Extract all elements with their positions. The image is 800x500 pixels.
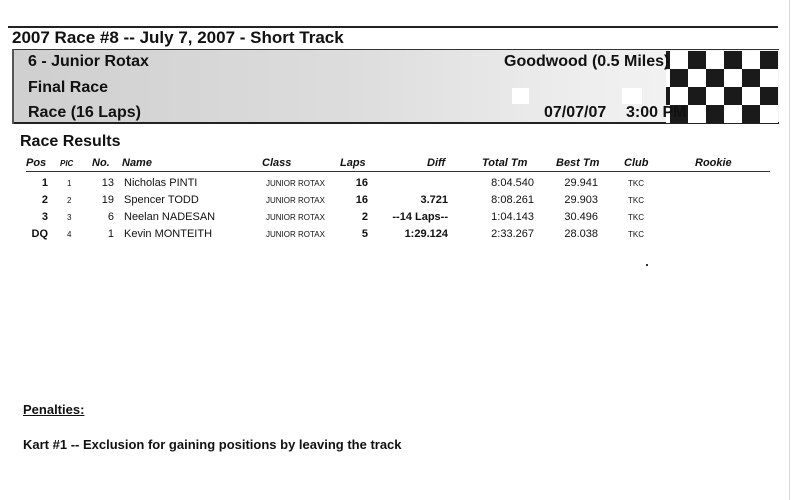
cell-total: 1:04.143: [491, 211, 534, 223]
checker-square: [670, 51, 688, 69]
cell-no: 1: [107, 228, 114, 240]
band-left-edge: [12, 49, 14, 124]
session-line: Final Race: [28, 79, 109, 96]
event-title: 2007 Race #8 -- July 7, 2007 - Short Track: [12, 28, 344, 47]
checker-square: [742, 105, 760, 123]
checker-square: [724, 87, 742, 105]
cell-club: TKC: [628, 230, 644, 239]
checker-square: [742, 87, 760, 105]
cell-no: 6: [107, 211, 114, 223]
cell-pic: 4: [67, 230, 72, 239]
cell-name: Kevin MONTEITH: [124, 228, 213, 240]
section-title: Race Results: [20, 133, 121, 150]
checker-accent-square-2: [622, 88, 642, 104]
cell-pic: 3: [67, 213, 72, 222]
col-class: Class: [262, 157, 292, 169]
race-date: 07/07/07: [544, 104, 607, 121]
race-time: 3:00 PM: [626, 104, 687, 121]
col-laps: Laps: [340, 157, 366, 169]
cell-laps: 16: [355, 177, 368, 189]
checker-square: [670, 87, 688, 105]
cell-laps: 2: [361, 211, 368, 223]
class-line: 6 - Junior Rotax: [28, 53, 149, 70]
checker-accent-square: [512, 88, 529, 104]
cell-club: TKC: [628, 179, 644, 188]
checker-square: [688, 51, 706, 69]
cell-name: Neelan NADESAN: [124, 211, 216, 223]
cell-class: JUNIOR ROTAX: [266, 230, 325, 239]
col-name: Name: [122, 157, 152, 169]
band-top-border: [12, 49, 779, 50]
checker-square: [706, 87, 724, 105]
checker-square: [706, 105, 724, 123]
penalties-text: Kart #1 -- Exclusion for gaining positions by leaving the track: [23, 437, 402, 452]
checker-square: [670, 69, 688, 87]
cell-pos: 1: [41, 177, 48, 189]
checker-square: [760, 87, 778, 105]
penalties-title: Penalties:: [23, 402, 85, 417]
col-no: No.: [92, 157, 110, 169]
checker-square: [742, 69, 760, 87]
col-total: Total Tm: [482, 157, 528, 169]
cell-best: 29.941: [564, 177, 598, 189]
scan-edge: [789, 0, 790, 500]
header-rule: [26, 171, 770, 172]
col-club: Club: [624, 157, 649, 169]
stray-mark: [646, 264, 648, 266]
race-line: Race (16 Laps): [28, 104, 141, 121]
cell-best: 29.903: [564, 194, 598, 206]
col-rookie: Rookie: [695, 157, 732, 169]
cell-best: 30.496: [564, 211, 598, 223]
cell-pic: 1: [67, 179, 72, 188]
cell-club: TKC: [628, 196, 644, 205]
checker-square: [760, 51, 778, 69]
cell-diff: 3.721: [420, 194, 448, 206]
col-diff: Diff: [427, 157, 446, 169]
checker-square: [742, 51, 760, 69]
cell-diff: 1:29.124: [404, 228, 448, 240]
cell-diff: --14 Laps--: [392, 211, 448, 223]
cell-no: 13: [101, 177, 114, 189]
checker-square: [706, 51, 724, 69]
cell-pos: DQ: [31, 228, 48, 240]
checker-square: [688, 87, 706, 105]
cell-total: 2:33.267: [491, 228, 534, 240]
checker-square: [688, 69, 706, 87]
cell-class: JUNIOR ROTAX: [266, 179, 325, 188]
cell-best: 28.038: [564, 228, 598, 240]
checker-square: [724, 51, 742, 69]
cell-no: 19: [101, 194, 114, 206]
track-name: Goodwood (0.5 Miles): [504, 53, 670, 70]
cell-name: Spencer TODD: [124, 194, 199, 206]
checker-square: [760, 69, 778, 87]
cell-pos: 3: [41, 211, 48, 223]
checker-square: [688, 105, 706, 123]
cell-total: 8:08.261: [491, 194, 534, 206]
band-bottom-border: [12, 122, 779, 124]
cell-laps: 16: [355, 194, 368, 206]
cell-total: 8:04.540: [491, 177, 534, 189]
cell-class: JUNIOR ROTAX: [266, 213, 325, 222]
col-best: Best Tm: [556, 157, 600, 169]
cell-class: JUNIOR ROTAX: [266, 196, 325, 205]
checker-square: [760, 105, 778, 123]
col-pos: Pos: [26, 157, 47, 169]
cell-club: TKC: [628, 213, 644, 222]
cell-laps: 5: [361, 228, 368, 240]
cell-pic: 2: [67, 196, 72, 205]
checker-square: [706, 69, 724, 87]
checker-square: [724, 69, 742, 87]
checker-square: [724, 105, 742, 123]
cell-name: Nicholas PINTI: [124, 177, 198, 189]
col-pic: PIC: [60, 159, 74, 168]
cell-pos: 2: [41, 194, 48, 206]
